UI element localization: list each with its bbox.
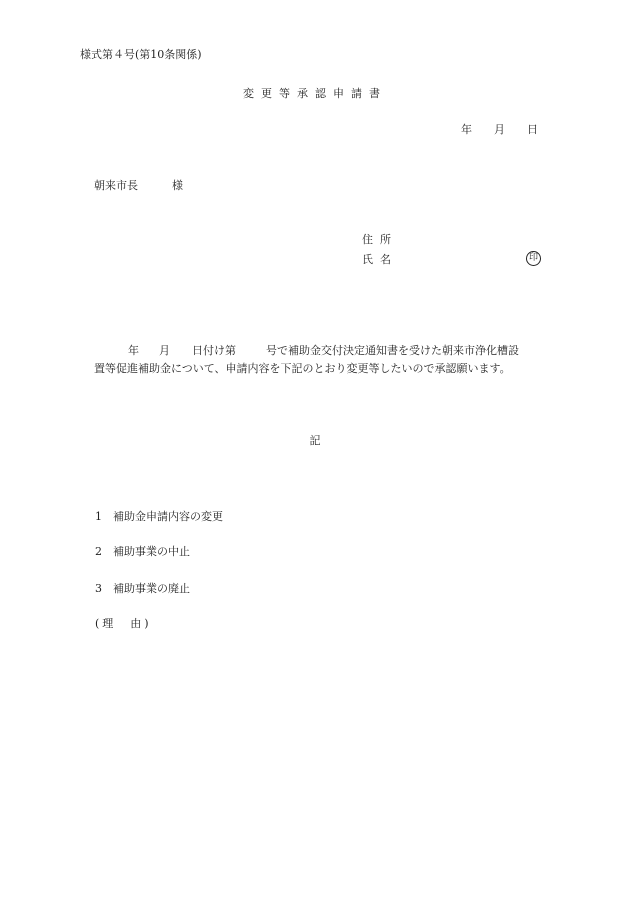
body-line-2: 置等促進補助金について、申請内容を下記のとおり変更等したいので承認願います。	[94, 362, 511, 375]
date-line	[461, 123, 538, 137]
item-label: 補助金申請内容の変更	[113, 510, 223, 523]
list-item	[95, 582, 190, 596]
item-label: 補助事業の廃止	[113, 582, 190, 595]
addressee	[94, 179, 183, 193]
item-number: 1	[95, 510, 102, 523]
list-item	[95, 545, 190, 559]
item-number: 2	[95, 545, 102, 558]
item-label: 補助事業の中止	[113, 545, 190, 558]
form-number: 様式第４号(第10条関係)	[80, 48, 202, 61]
ki-heading: 記	[309, 434, 321, 447]
address-label: 住所	[362, 233, 398, 246]
reason-label: (理 由)	[95, 617, 152, 630]
body-year: 年	[128, 344, 139, 357]
addressee-city: 朝来市長	[94, 179, 138, 192]
date-year: 年	[461, 123, 472, 136]
document-title: 変更等承認申請書	[243, 87, 387, 100]
item-number: 3	[95, 582, 102, 595]
body-day-attached: 日付け第	[192, 344, 236, 357]
body-line-1	[128, 344, 519, 358]
name-label: 氏名	[362, 253, 398, 266]
body-month: 月	[159, 344, 170, 357]
list-item	[95, 510, 223, 524]
seal-mark: 印	[526, 251, 541, 266]
date-month: 月	[494, 123, 505, 136]
body-number-text: 号で補助金交付決定通知書を受けた朝来市浄化槽設	[266, 344, 519, 357]
addressee-honorific: 様	[172, 179, 183, 192]
date-day: 日	[527, 123, 538, 136]
